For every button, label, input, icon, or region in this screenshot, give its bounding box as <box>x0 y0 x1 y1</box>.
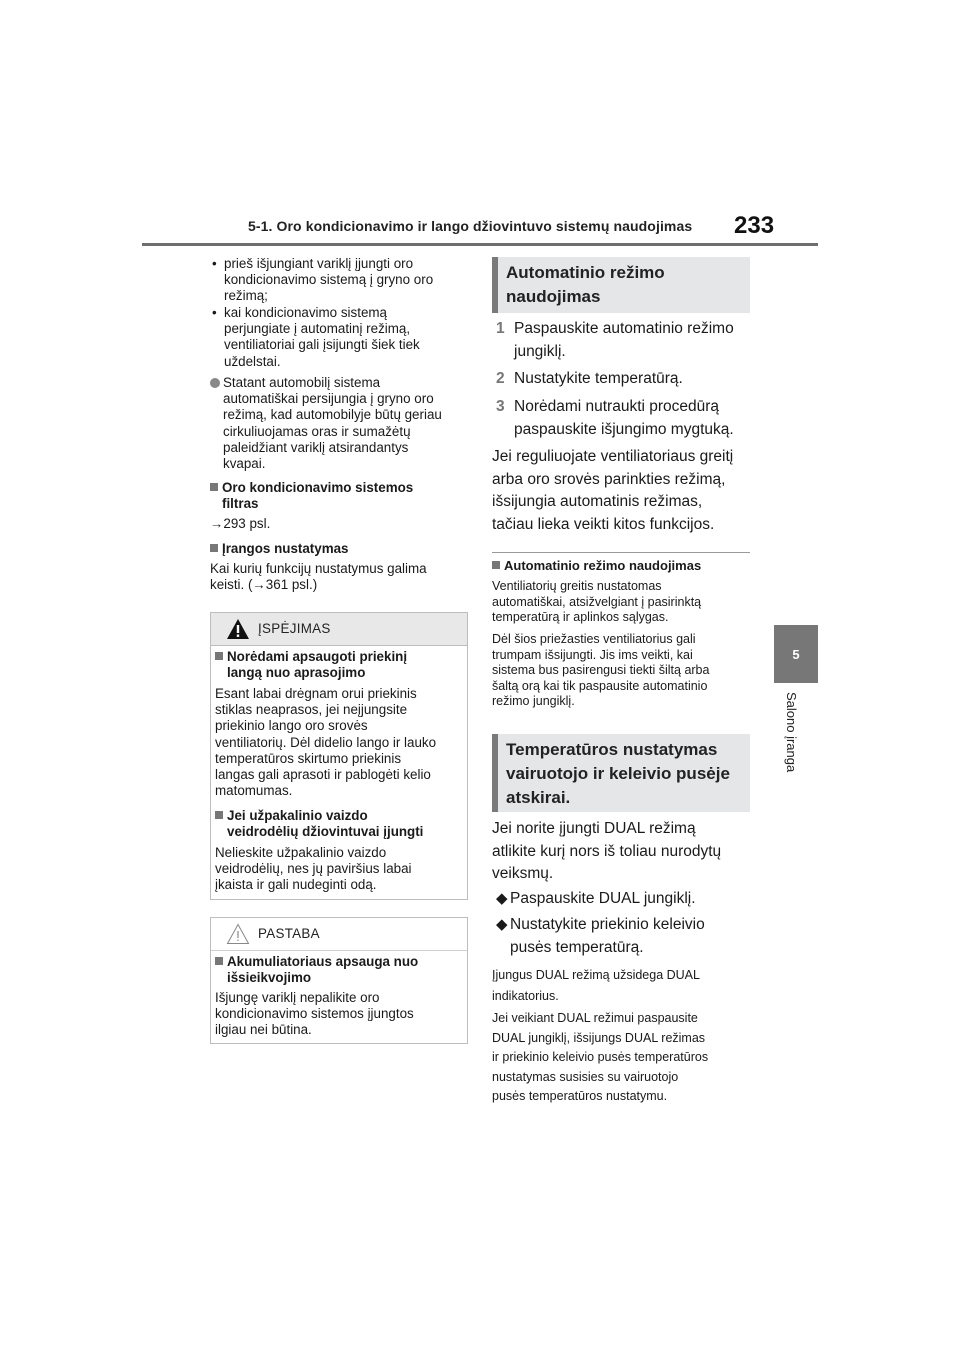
section-title: 5-1. Oro kondicionavimo ir lango džiovintuvo sistemų naudojimas <box>248 218 693 234</box>
text-line: paleidžiant variklį atsirandantys <box>223 439 409 455</box>
diamond-bullet-item <box>496 888 696 911</box>
warning-heading-2 <box>215 808 463 840</box>
text-line: pusės temperatūrą. <box>510 938 644 956</box>
text-line: filtras <box>222 496 259 512</box>
text-line: ventiliatoriai gali įsijungti šiek tiek <box>224 337 420 353</box>
auto-sub-heading <box>492 558 701 574</box>
square-bullet-icon <box>210 544 218 552</box>
auto-sub-paragraph-1 <box>492 579 701 626</box>
text-line: keisti. (→361 psl.) <box>210 577 318 593</box>
text-line: naudojimas <box>506 287 601 306</box>
diamond-bullet-item <box>496 914 705 959</box>
text-line: Nustatykite priekinio keleivio <box>510 916 705 933</box>
text-line: veiksmų. <box>492 865 554 882</box>
text-line: kondicionavimo sistemą į gryno oro <box>224 272 434 288</box>
text-line: nustatymas susisies su vairuotojo <box>492 1069 679 1084</box>
text-line: pusės temperatūros nustatymu. <box>492 1089 668 1103</box>
text-line: jungiklį. <box>514 342 566 360</box>
auto-sub-paragraph-2 <box>492 632 709 710</box>
text-line: DUAL jungiklį, išsijungs DUAL režimas <box>492 1030 706 1045</box>
text-line: Temperatūros nustatymas <box>506 740 718 759</box>
filter-heading <box>210 480 413 512</box>
text-line: Paspauskite DUAL jungiklį. <box>510 890 696 907</box>
text-line: įkaista ir gali nudeginti odą. <box>215 877 377 893</box>
text-line: paspauskite išjungimo mygtuką. <box>514 420 734 438</box>
text-line: Esant labai drėgnam orui priekinis <box>215 686 417 701</box>
page-number: 233 <box>734 212 775 239</box>
text-line: Oro kondicionavimo sistemos <box>222 480 414 495</box>
text-line: išsijungia automatinis režimas, <box>492 493 703 510</box>
auto-mode-heading <box>492 257 750 313</box>
text-line: Įrangos nustatymas <box>222 541 349 556</box>
text-line: cirkuliuojamas oras ir sumažėtų <box>223 423 411 439</box>
text-line: Statant automobilį sistema <box>223 375 381 390</box>
text-line: ventiliatorių. Dėl didelio lango ir lauko <box>215 734 437 750</box>
note-paragraph <box>215 990 463 1039</box>
step-number: 2 <box>496 370 505 387</box>
square-bullet-icon <box>215 957 223 965</box>
text-line: Dėl šios priežasties ventiliatorius gali <box>492 632 696 646</box>
bullet-item <box>212 256 434 305</box>
warning-triangle-icon <box>226 618 250 640</box>
text-line: režimo jungiklį. <box>492 694 575 708</box>
text-line: Nelieskite užpakalinio vaizdo <box>215 845 387 860</box>
text-line: Ventiliatorių greitis nustatomas <box>492 579 662 593</box>
square-bullet-icon <box>492 561 500 569</box>
text-line: Automatinio režimo naudojimas <box>504 558 702 573</box>
text-line: Norėdami apsaugoti priekinį <box>227 649 408 664</box>
caution-triangle-icon <box>226 923 250 945</box>
text-line: prieš išjungiant variklį įjungti oro <box>224 256 414 271</box>
warning-title: ĮSPĖJIMAS <box>258 621 331 636</box>
warning-box <box>210 612 468 900</box>
text-line: langą nuo aprasojimo <box>227 665 366 681</box>
text-line: režimą; <box>224 288 268 304</box>
bullet-dot: • <box>212 256 217 271</box>
note-heading <box>215 954 463 986</box>
text-line: automatiškai, atsižvelgiant į pasirinktą <box>492 594 702 609</box>
warning-heading-1 <box>215 649 463 681</box>
text-line: arba oro srovės parinkties režimą, <box>492 470 726 488</box>
text-line: Išjungę variklį nepalikite oro <box>215 990 380 1005</box>
text-line: temperatūros skirtumo priekinis <box>215 750 402 766</box>
text-line: trumpam išsijungti. Jis ims veikti, kai <box>492 647 693 662</box>
text-line: Jei veikiant DUAL režimui paspausite <box>492 1011 698 1025</box>
text-line: matomumas. <box>215 783 293 799</box>
text-line: šaltą orą kai tik paspausite automatinio <box>492 678 708 693</box>
text-line: Kai kurių funkcijų nustatymus galima <box>210 561 427 576</box>
chapter-number: 5 <box>792 646 800 662</box>
warning-paragraph-2 <box>215 845 463 894</box>
text-line: išsieikvojimo <box>227 970 312 986</box>
text-line: atlikite kurį nors iš toliau nurodytų <box>492 842 722 860</box>
step-number: 1 <box>496 320 505 337</box>
circle-bullet-icon <box>210 378 220 388</box>
circle-note <box>210 375 442 472</box>
text-line: Jei užpakalinio vaizdo <box>227 808 368 823</box>
text-line: Jei norite įjungti DUAL režimą <box>492 820 696 837</box>
note-title: PASTABA <box>258 926 320 941</box>
text-line: veidrodėlių, nes jų paviršius labai <box>215 861 412 877</box>
step-2 <box>496 368 683 391</box>
text-line: kondicionavimo sistemos įjungtos <box>215 1006 414 1022</box>
text-line: Paspauskite automatinio režimo <box>514 320 734 337</box>
text-line: temperatūrą ir aplinkos sąlygas. <box>492 610 669 624</box>
text-line: indikatorius. <box>492 988 559 1003</box>
bullet-dot: • <box>212 305 217 320</box>
text-line: perjungiate į automatinį režimą, <box>224 321 411 337</box>
text-line: tačiau lieka veikti kitos funkcijos. <box>492 515 715 533</box>
settings-paragraph <box>210 561 427 593</box>
chapter-label-text: Salono įranga <box>784 692 799 773</box>
text-line: Jei reguliuojate ventiliatoriaus greitį <box>492 448 734 465</box>
warning-header <box>211 613 467 646</box>
diamond-bullet-icon: ◆ <box>496 916 508 933</box>
text-line: Įjungus DUAL režimą užsidega DUAL <box>492 968 700 982</box>
text-line: veidrodėlių džiovintuvai įjungti <box>227 824 424 840</box>
page-reference[interactable]: →293 psl. <box>210 516 271 531</box>
text-line: Norėdami nutraukti procedūrą <box>514 398 720 415</box>
text-line: stiklas neaprasos, jei neįjungsite <box>215 702 408 718</box>
settings-heading <box>210 541 349 557</box>
chapter-tab[interactable] <box>774 625 818 683</box>
text-line: kai kondicionavimo sistemą <box>224 305 387 320</box>
header-rule <box>142 243 818 246</box>
temperature-note-1 <box>492 965 700 1006</box>
section-divider <box>492 552 750 553</box>
text-line: vairuotojo ir keleivio pusėje <box>506 764 730 783</box>
text-line: ilgiau nei būtina. <box>215 1022 312 1038</box>
step-number: 3 <box>496 398 505 415</box>
text-line: automatiškai persijungia į gryno oro <box>223 391 434 407</box>
warning-paragraph-1 <box>215 686 463 799</box>
text-line: langas gali aprasoti ir pablogėti kelio <box>215 767 431 783</box>
square-bullet-icon <box>215 652 223 660</box>
square-bullet-icon <box>210 483 218 491</box>
square-bullet-icon <box>215 811 223 819</box>
temperature-note-2 <box>492 1009 708 1107</box>
note-box <box>210 917 468 1044</box>
step-1 <box>496 318 734 363</box>
bullet-item <box>212 305 420 370</box>
text-line: Nustatykite temperatūrą. <box>514 370 683 387</box>
text-line: atskirai. <box>506 788 571 807</box>
text-line: ir priekinio keleivio pusės temperatūros <box>492 1050 709 1064</box>
text-line: kvapai. <box>223 456 266 472</box>
temperature-heading <box>492 734 750 812</box>
text-line: priekinio lango oro srovės <box>215 718 368 734</box>
temperature-paragraph <box>492 818 721 886</box>
chapter-label <box>784 692 804 792</box>
note-header <box>211 918 467 951</box>
text-line: sistema bus pasirengusi tiekti šiltą arba <box>492 663 710 677</box>
text-line: režimą, kad automobilyje būtų geriau <box>223 407 442 423</box>
text-line: Akumuliatoriaus apsauga nuo <box>227 954 419 969</box>
diamond-bullet-icon: ◆ <box>496 890 508 907</box>
auto-paragraph <box>492 446 733 536</box>
text-line: Automatinio režimo <box>506 263 665 282</box>
step-3 <box>496 396 734 441</box>
text-line: uždelstai. <box>224 353 281 369</box>
